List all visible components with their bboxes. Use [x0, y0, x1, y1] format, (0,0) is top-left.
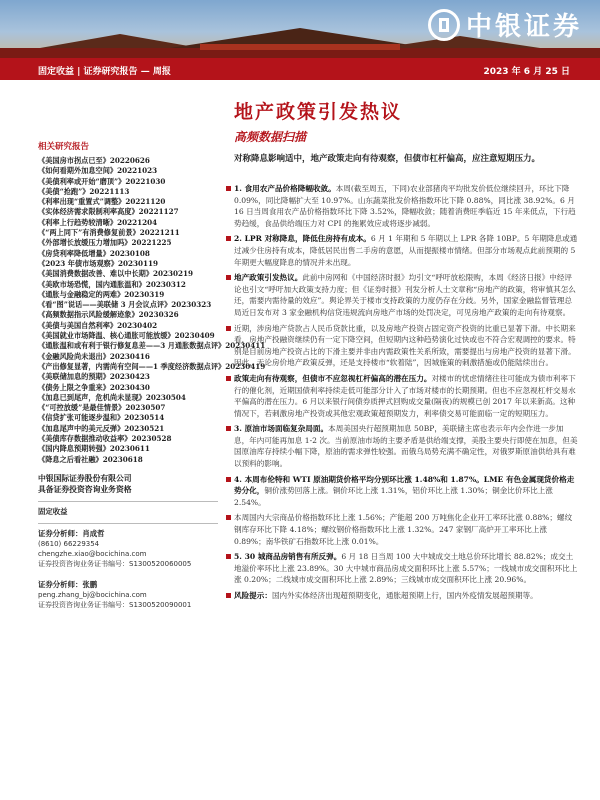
- related-report-item[interactable]: 《通胀与金融稳定的两难》20230319: [38, 289, 165, 299]
- header-banner: [0, 0, 600, 58]
- related-reports-heading: 相关研究报告: [38, 142, 90, 152]
- related-report-item[interactable]: 《美欧市场恐慌，国内通胀温和》20230312: [38, 279, 186, 289]
- related-report-item[interactable]: 《加息尾声中的美元反弹》20230521: [38, 423, 165, 433]
- related-report-item[interactable]: 《2023 年债市场观察》20230119: [38, 258, 159, 268]
- report-subtitle: 高频数据扫描: [234, 130, 307, 144]
- related-report-item[interactable]: 《降息之后看社融》20230618: [38, 454, 143, 464]
- related-report-item[interactable]: 《信贷扩张可能逐步温和》20230514: [38, 413, 165, 423]
- related-reports-list: [38, 156, 266, 465]
- body-paragraph: 4. 本周布伦特和 WTI 原油期货价格平均分别环比涨 1.48%和 1.87%。LME 有色金属现货价格走势分化，铜价涨势回落上涨。铜价环比上涨 1.31%，铝价环比上涨 1.30%；铜金比价环比上涨 2.54%。: [226, 474, 578, 509]
- body-paragraph: 本周国内大宗商品价格指数环比上涨 1.56%；产能超 200 万吨焦化企业开工率环比涨 0.88%；螺纹钢库存环比下降 4.18%；螺纹钢价格指数环比上涨 1.32%。247 家钢厂高炉开工率环比上涨 0.89%；南华铁矿石指数环比上涨 0.01%。: [226, 512, 578, 547]
- report-lead: 对称降息影响适中，地产政策走向有待观察，但债市杠杆偏高，应注意短期压力。: [234, 154, 541, 164]
- related-report-item[interactable]: 《实体经济需求限制利率高度》20221127: [38, 207, 179, 217]
- related-report-item[interactable]: 《国内降息预期转强》20230611: [38, 444, 150, 454]
- analyst-certificate: 证券投资咨询业务证书编号：S1300520090001: [38, 600, 192, 609]
- related-report-item[interactable]: 《利率出现“重置式”调整》20221120: [38, 197, 166, 207]
- related-report-item[interactable]: 《债务上限之争重来》20230430: [38, 382, 150, 392]
- related-report-item[interactable]: 《房贷利率降低增量》20230108: [38, 248, 150, 258]
- related-report-item[interactable]: 《加息已到尾声，危机尚未显现》20230504: [38, 392, 186, 402]
- analyst-email[interactable]: chengzhe.xiao@bocichina.com: [38, 549, 147, 558]
- body-paragraph: 近期，涉房地产贷款占人民币贷款比重，以及房地产投资占固定资产投资的比重已显著下滑。中长期来看，房地产投融资继续仍有一定下降空间，但短期内这种趋势演化过快或也不符合宏观调控的要求。特别是目前房地产投资占比的下滑主要并非由内需政策性关系所致，需要提出与房地产投资的显著下滑。因此，无论房价地产政策反弹，还是支持楼市“软着陆”，因城施策的刺激措施或仍能陆续出台。: [226, 323, 578, 369]
- body-paragraph: 1. 食用农产品价格降幅收敛。本周(截至周五，下同)农业部猪肉平均批发价低位继续回升，环比下降 0.09%，同比降幅扩大至 10.97%。山东蔬菜批发价格指数环比下降 0.88%，同比涨 38.92%。6 月 16 日当周食用农产品价格指数环比下降 3.52%，降幅收敛；随着消费旺季临近 15 年来低点，下行趋势趋缓，食品供给端压力对 CPI 的拖累效应或将逐步减弱。: [226, 183, 578, 229]
- related-report-item[interactable]: 《看“图”说话——美联储 3 月会议点评》20230323: [38, 300, 212, 310]
- related-report-item[interactable]: 《“可控放缓”是最佳情景》20230507: [38, 403, 166, 413]
- report-category: 固定收益 | 证券研究报告 — 周报: [38, 67, 171, 77]
- body-paragraph: 政策走向有待观察，但债市不应忽视杠杆偏高的潜在压力。对楼市的忧虑情绪往往可能成为债市利率下行的催化剂，近期国债利率持续走低可能部分计入了市场对楼市的长期预期。但也不应忽视杠杆交易水平偏高的潜在压力。6 月以来银行间债券质押式回购成交量(隔夜)的规模已创 2017 年以来新高。这种情况下，若刺激房地产投资或其他宏观政策超预期发力，利率债交易可能面临一定的短期压力。: [226, 373, 578, 419]
- report-date: 2023 年 6 月 25 日: [483, 67, 570, 77]
- related-report-item[interactable]: 《利率上行趋势较清晰》20221204: [38, 217, 158, 227]
- related-report-item[interactable]: 《高频数据指示风险缓解迹象》20230326: [38, 310, 179, 320]
- boc-logo-icon: [428, 9, 460, 41]
- related-report-item[interactable]: 《美债库存数据推动收益率》20230528: [38, 434, 172, 444]
- related-report-item[interactable]: 《如何看期外加息空间》20221023: [38, 166, 158, 176]
- related-report-item[interactable]: 《通胀温和或有利于银行修复息差——3 月通胀数据点评》20230411: [38, 341, 266, 351]
- analyst-name: 证券分析师：张鹏: [38, 579, 98, 589]
- report-info-bar: [0, 58, 600, 80]
- company-logo: [428, 6, 582, 43]
- report-body: [226, 183, 578, 606]
- related-report-item[interactable]: 《美国就业市场降温、核心通胀可能放缓》20230409: [38, 331, 215, 341]
- related-report-item[interactable]: 《金融风险尚未退出》20230416: [38, 351, 150, 361]
- related-report-item[interactable]: 《美国房市拐点已至》20220626: [38, 156, 150, 165]
- sidebar: [38, 140, 266, 610]
- analyst-email[interactable]: peng.zhang_bj@bocichina.com: [38, 590, 147, 599]
- divider: [38, 523, 218, 524]
- related-report-item[interactable]: 《美联储加息的预期》20230423: [38, 372, 150, 382]
- related-report-item[interactable]: 《美债利率或开始“磨顶”》20221030: [38, 176, 166, 186]
- related-report-item[interactable]: 《美债“抢跑”》20221113: [38, 186, 130, 196]
- body-paragraph: 3. 原油市场面临复杂局面。本周美国央行超预期加息 50BP，美联储主席也表示年内会作进一步加息，年内可能再加息 1-2 次。当前原油市场的主要矛盾是供给端支撑，美股主要央行即使在加息，但美国原油库存持续小幅下降，原油的需求弹性较强。而俄乌局势充满不确定性，对俄罗斯原油供给具有难以预料的影响。: [226, 423, 578, 469]
- analyst-certificate: 证券投资咨询业务证书编号：S1300520060005: [38, 559, 192, 568]
- brand-name: 中银证券: [465, 12, 582, 42]
- analyst-name: 证券分析师：肖成哲: [38, 528, 105, 538]
- related-report-item[interactable]: 《美国消费数据改善、难以中长期》20230219: [38, 269, 194, 279]
- report-title: 地产政策引发热议: [234, 101, 403, 123]
- publisher-info: 中银国际证券股份有限公司 具备证券投资咨询业务资格: [38, 473, 132, 494]
- divider: [38, 501, 218, 502]
- related-report-item[interactable]: 《外部增长放缓压力增加吗》20221225: [38, 238, 172, 248]
- section-label: 固定收益: [38, 506, 68, 516]
- analyst-phone: (8610) 66229354: [38, 539, 100, 548]
- body-paragraph: 地产政策引发热议。此前中房网和《中国经济时报》均引文“呼吁放松限购，本周《经济日报》中经评论也引文“呼吁加大政策支持力度；但《证券时报》刊发分析人士文章称“房地产的政策，将审慎其怎么还，需要内需待量的效应”。舆论界关于楼市支持政策的力度仍存在分歧。另外，国家金融监督管理总局近日发布对 3 家金融机构信贷违规流向房地产市场的处罚决定，可见房地产政策的走向有待观察。: [226, 272, 578, 318]
- body-paragraph: 5. 30 城商品房销售有所反弹。6 月 18 日当周 100 大中城成交土地总价环比增长 88.82%；成交土地溢价率环比上涨 23.89%。30 大中城市商品房成交面积环比上涨 5.57%；一线城市成交面积环比上涨 0.20%；二线城市成交面积环比上涨 2.89%；三线城市成交面积环比上涨 20.96%。: [226, 551, 578, 586]
- body-paragraph: 2. LPR 对称降息，降低住房持有成本。6 月 1 年期和 5 年期以上 LPR 各降 10BP。5 年期降息或通过减少住房持有成本，降低居民出售二手房的意愿，从而提振楼市情绪。但部分市场观点此前预期的 5 年期更大幅度降息的情况并未出现。: [226, 233, 578, 268]
- related-report-item[interactable]: 《“两上同下”有消费修复前景》20221211: [38, 228, 180, 238]
- risk-warning: 风险提示：国内外实体经济出现超预期变化，通胀超预期上行，国内外疫情发展超预期等。: [226, 590, 578, 602]
- related-report-item[interactable]: 《美债与美国自然利率》20230402: [38, 320, 158, 330]
- related-report-item[interactable]: 《产出修复显著，内需尚有空间——1 季度经济数据点评》20230419: [38, 361, 266, 371]
